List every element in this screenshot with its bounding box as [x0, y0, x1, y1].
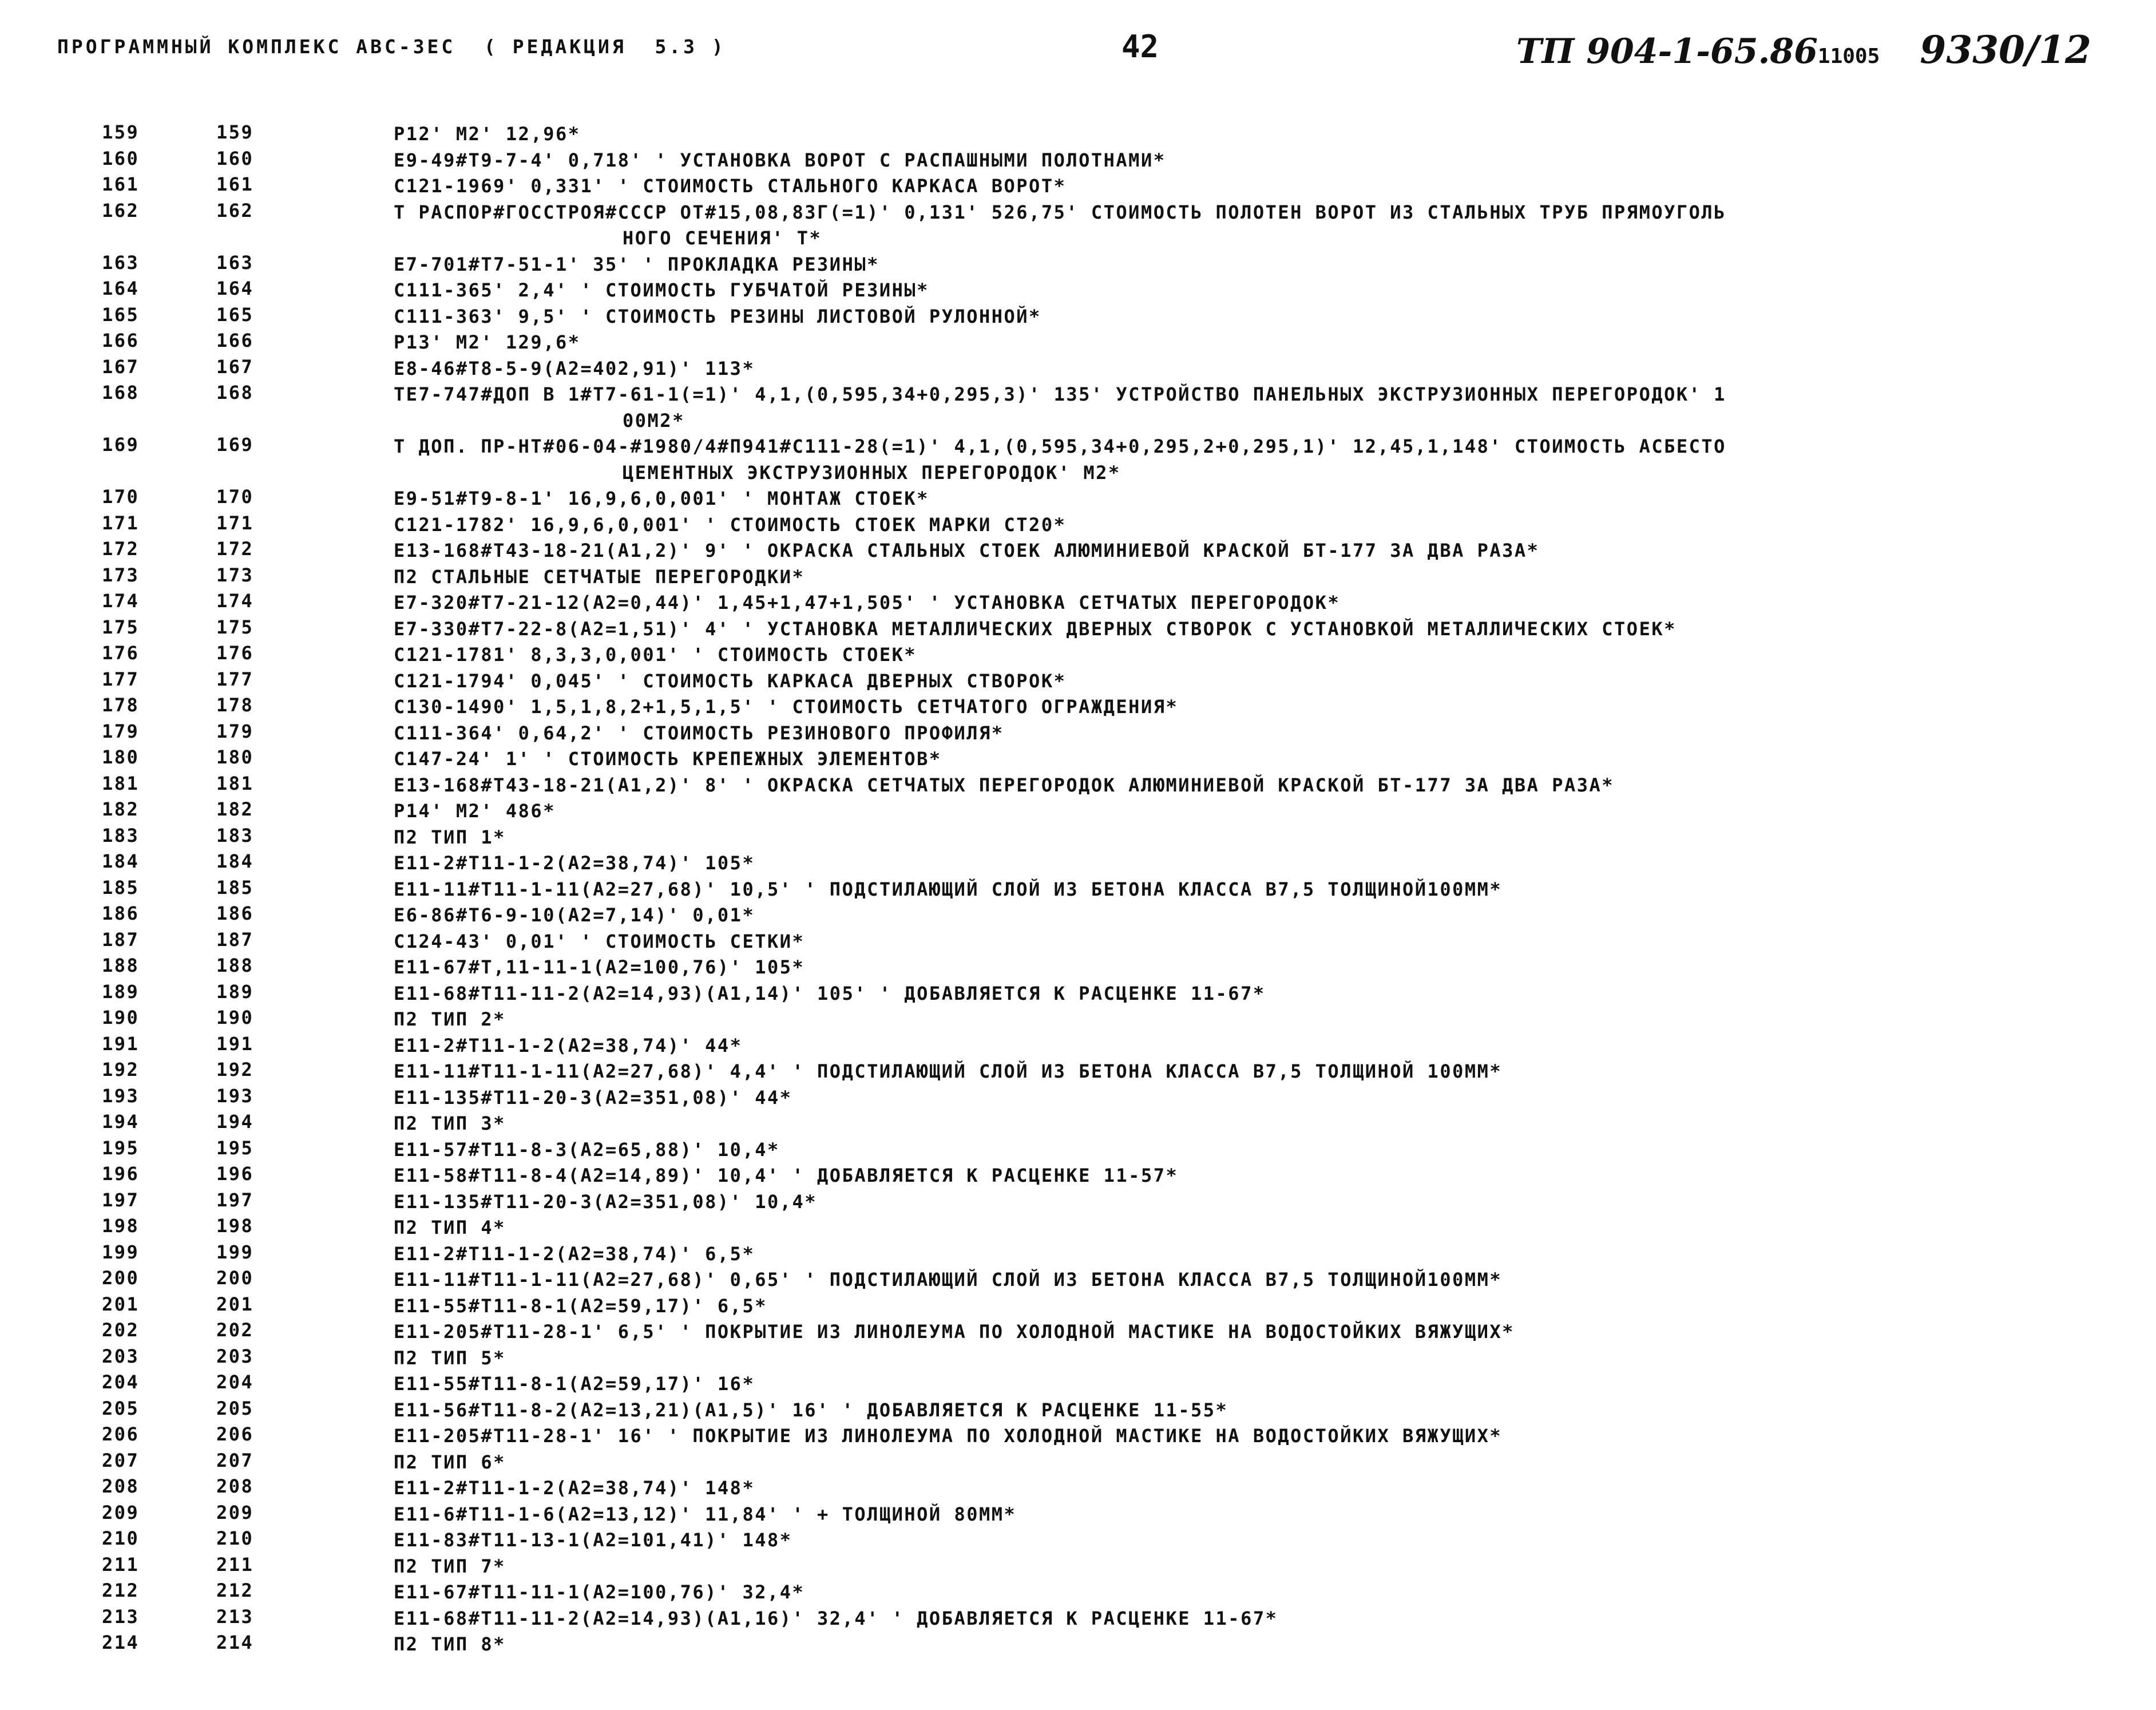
line-text [394, 590, 2122, 616]
listing-row [0, 1293, 2156, 1320]
line-number-ref: 179 [216, 720, 254, 742]
line-text-main: Е11-11#Т11-1-11(А2=27,68)' 0,65' ' ПОДСТИЛАЮЩИЙ СЛОЙ ИЗ БЕТОНА КЛАССА В7,5 ТОЛЩИНОЙ100ММ* [394, 1269, 1503, 1291]
line-text-main: Р13' М2' 129,6* [394, 331, 581, 353]
line-text-main: Е7-701#Т7-51-1' 35' ' ПРОКЛАДКА РЕЗИНЫ* [394, 253, 879, 275]
line-number: 181 [102, 772, 140, 794]
line-number: 189 [102, 980, 140, 1003]
line-text-main: Е11-11#Т11-1-11(А2=27,68)' 4,4' ' ПОДСТИЛАЮЩИЙ СЛОЙ ИЗ БЕТОНА КЛАССА В7,5 ТОЛЩИНОЙ 100ММ* [394, 1060, 1503, 1082]
line-number-ref: 171 [216, 512, 254, 534]
line-number: 176 [102, 642, 140, 664]
listing-row [0, 773, 2156, 799]
line-number-ref: 201 [216, 1293, 254, 1315]
listing-row [0, 564, 2156, 591]
line-text-continuation: ЦЕМЕНТНЫХ ЭКСТРУЗИОННЫХ ПЕРЕГОРОДОК' М2* [623, 461, 1121, 484]
line-text [394, 877, 2122, 903]
line-number-ref: 189 [216, 980, 254, 1003]
line-number-ref: 214 [216, 1632, 254, 1653]
listing-row [0, 668, 2156, 695]
listing-row [0, 850, 2156, 877]
line-text-main: Е11-83#Т11-13-1(А2=101,41)' 148* [394, 1529, 792, 1551]
line-text [394, 434, 2122, 486]
listing-row [0, 1085, 2156, 1111]
line-number-ref: 170 [216, 486, 254, 508]
line-text-main: Е11-58#Т11-8-4(А2=14,89)' 10,4' ' ДОБАВЛЯЕТСЯ К РАСЦЕНКЕ 11-57* [394, 1165, 1179, 1186]
program-title: ПРОГРАММНЫЙ КОМПЛЕКС АВС-3ЕС ( РЕДАКЦИЯ 5.3 ) [57, 35, 726, 58]
line-number-ref: 166 [216, 330, 254, 351]
line-number-ref: 172 [216, 538, 254, 560]
line-text [394, 616, 2122, 643]
line-text [394, 330, 2122, 356]
line-number-ref: 159 [216, 121, 254, 143]
document-code [1516, 27, 2091, 72]
listing-row [0, 955, 2156, 981]
line-text [394, 929, 2122, 955]
line-number: 184 [102, 850, 140, 872]
line-number: 160 [102, 147, 140, 169]
line-number-ref: 199 [216, 1241, 254, 1263]
line-text [394, 304, 2122, 330]
line-text [394, 1398, 2122, 1424]
line-number-ref: 205 [216, 1397, 254, 1419]
line-number: 195 [102, 1137, 140, 1159]
listing-row [0, 1554, 2156, 1580]
listing-row [0, 1502, 2156, 1528]
listing-row [0, 1632, 2156, 1658]
line-text [394, 668, 2122, 695]
line-text [394, 1033, 2122, 1059]
listing-row [0, 1033, 2156, 1059]
line-text [394, 252, 2122, 278]
listing-row [0, 1007, 2156, 1033]
line-number-ref: 202 [216, 1319, 254, 1341]
line-text-main: Е11-2#Т11-1-2(А2=38,74)' 148* [394, 1477, 755, 1499]
line-number: 171 [102, 512, 140, 534]
listing-row [0, 798, 2156, 825]
line-number: 159 [102, 121, 140, 143]
line-number: 170 [102, 486, 140, 508]
line-text-main: С121-1794' 0,045' ' СТОИМОСТЬ КАРКАСА ДВЕРНЫХ СТВОРОК* [394, 670, 1067, 692]
line-text-main: Е13-168#Т43-18-21(А1,2)' 8' ' ОКРАСКА СЕТЧАТЫХ ПЕРЕГОРОДОК АЛЮМИНИЕВОЙ КРАСКОЙ БТ-177 ЗА ДВА РАЗА* [394, 774, 1615, 796]
line-text-main: Е11-55#Т11-8-1(А2=59,17)' 6,5* [394, 1295, 767, 1317]
line-number: 192 [102, 1059, 140, 1080]
line-text-main: Т РАСПОР#ГОССТРОЯ#СССР ОТ#15,08,83Г(=1)' 0,131' 526,75' СТОИМОСТЬ ПОЛОТЕН ВОРОТ ИЗ СТАЛЬНЫХ ТРУБ ПРЯМОУГОЛЬ [394, 201, 1726, 223]
line-text-main: Е11-2#Т11-1-2(А2=38,74)' 44* [394, 1034, 743, 1056]
line-text [394, 1241, 2122, 1268]
line-number-ref: 177 [216, 668, 254, 690]
listing-row [0, 1450, 2156, 1476]
line-text [394, 512, 2122, 539]
listing-row [0, 590, 2156, 616]
line-number-ref: 192 [216, 1059, 254, 1080]
line-text-main: Е11-67#Т,11-11-1(А2=100,76)' 105* [394, 956, 805, 978]
line-number-ref: 203 [216, 1345, 254, 1367]
line-text-main: П2 СТАЛЬНЫЕ СЕТЧАТЫЕ ПЕРЕГОРОДКИ* [394, 565, 805, 588]
listing-row [0, 902, 2156, 929]
line-text-main: Е11-2#Т11-1-2(А2=38,74)' 6,5* [394, 1242, 755, 1265]
listing-row [0, 1241, 2156, 1268]
line-text-main: Е11-205#Т11-28-1' 16' ' ПОКРЫТИЕ ИЗ ЛИНОЛЕУМА ПО ХОЛОДНОЙ МАСТИКЕ НА ВОДОСТОЙКИХ ВЯЖУЩИХ* [394, 1425, 1503, 1447]
line-text [394, 1215, 2122, 1241]
line-number-ref: 182 [216, 798, 254, 820]
line-text [394, 148, 2122, 174]
line-text [394, 200, 2122, 252]
line-text-main: Е9-51#Т9-8-1' 16,9,6,0,001' ' МОНТАЖ СТОЕК* [394, 488, 929, 509]
line-text-main: Е11-135#Т11-20-3(А2=351,08)' 44* [394, 1086, 792, 1109]
line-number: 213 [102, 1605, 140, 1628]
listing-row [0, 1527, 2156, 1554]
listing-row [0, 746, 2156, 773]
line-text-main: Е11-57#Т11-8-3(А2=65,88)' 10,4* [394, 1138, 780, 1161]
line-number: 186 [102, 902, 140, 924]
line-number-ref: 211 [216, 1553, 254, 1576]
line-number-ref: 197 [216, 1189, 254, 1211]
line-number: 201 [102, 1293, 140, 1315]
line-text [394, 564, 2122, 591]
listing-row [0, 981, 2156, 1007]
line-text-main: С121-1969' 0,331' ' СТОИМОСТЬ СТАЛЬНОГО КАРКАСА ВОРОТ* [394, 175, 1067, 197]
line-number-ref: 204 [216, 1371, 254, 1393]
line-text [394, 694, 2122, 721]
line-number-ref: 188 [216, 955, 254, 976]
listing-row [0, 1345, 2156, 1372]
page-header [0, 0, 2156, 86]
line-number: 214 [102, 1632, 140, 1653]
line-number-ref: 165 [216, 303, 254, 326]
line-number: 208 [102, 1475, 140, 1497]
line-number: 202 [102, 1319, 140, 1341]
line-number: 203 [102, 1345, 140, 1367]
line-text [394, 1371, 2122, 1398]
line-text [394, 1085, 2122, 1111]
line-text [394, 1580, 2122, 1606]
line-text-main: Е11-135#Т11-20-3(А2=351,08)' 10,4* [394, 1190, 818, 1213]
line-number: 167 [102, 355, 140, 378]
line-text [394, 1345, 2122, 1372]
line-number: 177 [102, 668, 140, 690]
line-number-ref: 190 [216, 1007, 254, 1028]
line-number-ref: 162 [216, 199, 254, 221]
line-text-main: С121-1781' 8,3,3,0,001' ' СТОИМОСТЬ СТОЕК* [394, 644, 917, 666]
line-text-main: Е11-68#Т11-11-2(А2=14,93)(А1,14)' 105' ' ДОБАВЛЯЕТСЯ К РАСЦЕНКЕ 11-67* [394, 982, 1266, 1004]
line-number: 200 [102, 1267, 140, 1289]
line-text-main: Е7-330#Т7-22-8(А2=1,51)' 4' ' УСТАНОВКА МЕТАЛЛИЧЕСКИХ ДВЕРНЫХ СТВОРОК С УСТАНОВКОЙ МЕТАЛЛИЧЕСКИХ СТОЕК* [394, 618, 1677, 640]
line-number-ref: 176 [216, 642, 254, 664]
listing-row [0, 1137, 2156, 1163]
line-number: 164 [102, 278, 140, 299]
line-number: 196 [102, 1163, 140, 1185]
line-number-ref: 173 [216, 564, 254, 586]
line-text-main: П2 ТИП 6* [394, 1451, 506, 1473]
listing-row [0, 616, 2156, 643]
listing-row [0, 1398, 2156, 1424]
line-number-ref: 186 [216, 902, 254, 924]
line-number-ref: 161 [216, 173, 254, 195]
line-text [394, 798, 2122, 825]
line-text [394, 746, 2122, 773]
line-text [394, 642, 2122, 668]
listing-row [0, 538, 2156, 564]
line-text-main: П2 ТИП 2* [394, 1008, 506, 1030]
listing-row [0, 434, 2156, 486]
line-number: 193 [102, 1084, 140, 1107]
line-number: 162 [102, 199, 140, 221]
line-text [394, 1423, 2122, 1450]
line-text-main: С111-363' 9,5' ' СТОИМОСТЬ РЕЗИНЫ ЛИСТОВОЙ РУЛОННОЙ* [394, 305, 1041, 327]
listing-row [0, 1111, 2156, 1137]
line-text-main: Е11-6#Т11-1-6(А2=13,12)' 11,84' ' + ТОЛЩИНОЙ 80ММ* [394, 1503, 1017, 1525]
listing-row [0, 121, 2156, 148]
line-number-ref: 164 [216, 278, 254, 299]
listing-row [0, 1371, 2156, 1398]
line-number: 182 [102, 798, 140, 820]
listing-row [0, 173, 2156, 200]
line-text-main: Е11-55#Т11-8-1(А2=59,17)' 16* [394, 1373, 755, 1395]
listing-row [0, 304, 2156, 330]
line-text-main: Р12' М2' 12,96* [394, 123, 581, 145]
line-text-continuation: 00М2* [623, 409, 685, 432]
line-number-ref: 193 [216, 1084, 254, 1107]
program-listing [0, 121, 2156, 1658]
line-text [394, 981, 2122, 1007]
line-number: 179 [102, 720, 140, 742]
line-number: 163 [102, 251, 140, 274]
line-text-main: П2 ТИП 3* [394, 1113, 506, 1134]
line-number: 187 [102, 928, 140, 951]
line-number: 207 [102, 1449, 140, 1471]
line-number: 166 [102, 330, 140, 351]
line-text [394, 1475, 2122, 1502]
line-number-ref: 207 [216, 1449, 254, 1471]
line-text-main: Е8-46#Т8-5-9(А2=402,91)' 113* [394, 357, 755, 379]
line-number-ref: 160 [216, 147, 254, 169]
line-number: 161 [102, 173, 140, 195]
line-number-ref: 213 [216, 1605, 254, 1628]
line-number: 198 [102, 1215, 140, 1237]
line-number-ref: 198 [216, 1215, 254, 1237]
line-number-ref: 208 [216, 1475, 254, 1497]
line-number-ref: 194 [216, 1111, 254, 1133]
line-number-ref: 200 [216, 1267, 254, 1289]
listing-row [0, 1475, 2156, 1502]
listing-row [0, 512, 2156, 539]
line-number: 169 [102, 434, 140, 456]
line-number: 211 [102, 1553, 140, 1576]
line-text-main: Е9-49#Т9-7-4' 0,718' ' УСТАНОВКА ВОРОТ С РАСПАШНЫМИ ПОЛОТНАМИ* [394, 149, 1166, 171]
listing-row [0, 1319, 2156, 1345]
line-text [394, 850, 2122, 877]
listing-row [0, 1606, 2156, 1632]
line-text [394, 121, 2122, 148]
listing-row [0, 1267, 2156, 1293]
listing-row [0, 825, 2156, 851]
line-text [394, 278, 2122, 304]
listing-row [0, 200, 2156, 252]
line-text [394, 825, 2122, 851]
line-number: 165 [102, 303, 140, 326]
line-number: 188 [102, 955, 140, 976]
line-number: 209 [102, 1501, 140, 1523]
line-number-ref: 210 [216, 1527, 254, 1549]
line-number: 210 [102, 1527, 140, 1549]
line-number: 191 [102, 1032, 140, 1055]
line-text [394, 173, 2122, 200]
line-number: 175 [102, 616, 140, 638]
line-text-main: Е11-56#Т11-8-2(А2=13,21)(А1,5)' 16' ' ДОБАВЛЯЕТСЯ К РАСЦЕНКЕ 11-55* [394, 1399, 1228, 1421]
line-text-main: С147-24' 1' ' СТОИМОСТЬ КРЕПЕЖНЫХ ЭЛЕМЕНТОВ* [394, 748, 942, 770]
line-number: 174 [102, 590, 140, 612]
listing-row [0, 148, 2156, 174]
line-number-ref: 195 [216, 1137, 254, 1159]
listing-row [0, 721, 2156, 747]
line-text-main: П2 ТИП 1* [394, 826, 506, 848]
line-text-main: С130-1490' 1,5,1,8,2+1,5,1,5' ' СТОИМОСТЬ СЕТЧАТОГО ОГРАЖДЕНИЯ* [394, 696, 1179, 718]
line-text [394, 1163, 2122, 1189]
listing-row [0, 356, 2156, 382]
listing-row [0, 252, 2156, 278]
line-number: 178 [102, 694, 140, 716]
line-number: 199 [102, 1241, 140, 1263]
line-number-ref: 196 [216, 1163, 254, 1185]
line-text [394, 356, 2122, 382]
line-text-main: С121-1782' 16,9,6,0,001' ' СТОИМОСТЬ СТОЕК МАРКИ СТ20* [394, 513, 1067, 536]
line-number-ref: 178 [216, 694, 254, 716]
line-number-ref: 169 [216, 434, 254, 456]
line-text [394, 773, 2122, 799]
line-text [394, 382, 2122, 434]
listing-row [0, 278, 2156, 304]
line-text [394, 1111, 2122, 1137]
line-text [394, 902, 2122, 929]
line-number-ref: 184 [216, 850, 254, 872]
listing-row [0, 1059, 2156, 1085]
line-text [394, 1606, 2122, 1632]
line-text-main: Е11-205#Т11-28-1' 6,5' ' ПОКРЫТИЕ ИЗ ЛИНОЛЕУМА ПО ХОЛОДНОЙ МАСТИКЕ НА ВОДОСТОЙКИХ ВЯЖУЩИХ* [394, 1321, 1515, 1343]
line-text [394, 1632, 2122, 1658]
listing-row [0, 1580, 2156, 1606]
line-number-ref: 191 [216, 1032, 254, 1055]
line-text [394, 721, 2122, 747]
listing-row [0, 642, 2156, 668]
line-number: 183 [102, 824, 140, 846]
line-text [394, 1137, 2122, 1163]
listing-row [0, 1189, 2156, 1216]
line-text [394, 1059, 2122, 1085]
line-text-main: П2 ТИП 7* [394, 1555, 506, 1577]
line-text-main: С124-43' 0,01' ' СТОИМОСТЬ СЕТКИ* [394, 930, 805, 952]
line-text-main: П2 ТИП 4* [394, 1217, 506, 1238]
document-code-main: ТП 904-1-65.86 [1516, 31, 1818, 72]
line-text [394, 955, 2122, 981]
line-text [394, 1319, 2122, 1345]
line-number: 173 [102, 564, 140, 586]
line-text-main: Е11-67#Т11-11-1(А2=100,76)' 32,4* [394, 1581, 805, 1603]
line-text [394, 1450, 2122, 1476]
line-number: 172 [102, 538, 140, 560]
line-number: 212 [102, 1580, 140, 1601]
line-number-ref: 174 [216, 590, 254, 612]
line-text [394, 1189, 2122, 1216]
line-text [394, 486, 2122, 512]
line-number-ref: 181 [216, 772, 254, 794]
line-text-continuation: НОГО СЕЧЕНИЯ' Т* [623, 227, 822, 249]
line-number-ref: 175 [216, 616, 254, 638]
line-number: 194 [102, 1111, 140, 1133]
line-number-ref: 167 [216, 355, 254, 378]
line-number-ref: 212 [216, 1580, 254, 1601]
line-number: 168 [102, 382, 140, 403]
sheet-number: 9330/12 [1920, 27, 2091, 72]
line-text-main: Е13-168#Т43-18-21(А1,2)' 9' ' ОКРАСКА СТАЛЬНЫХ СТОЕК АЛЮМИНИЕВОЙ КРАСКОЙ БТ-177 ЗА ДВА РАЗА* [394, 540, 1540, 561]
listing-row [0, 694, 2156, 721]
line-text-main: Е11-68#Т11-11-2(А2=14,93)(А1,16)' 32,4' ' ДОБАВЛЯЕТСЯ К РАСЦЕНКЕ 11-67* [394, 1607, 1278, 1629]
line-text [394, 1527, 2122, 1554]
line-number-ref: 209 [216, 1501, 254, 1523]
line-text [394, 1007, 2122, 1033]
page-number: 42 [1121, 29, 1159, 65]
line-number-ref: 185 [216, 876, 254, 898]
line-text [394, 1502, 2122, 1528]
line-number: 197 [102, 1189, 140, 1211]
line-number: 185 [102, 876, 140, 898]
line-text [394, 538, 2122, 564]
line-text [394, 1267, 2122, 1293]
listing-row [0, 1423, 2156, 1450]
line-text-main: Е7-320#Т7-21-12(А2=0,44)' 1,45+1,47+1,505' ' УСТАНОВКА СЕТЧАТЫХ ПЕРЕГОРОДОК* [394, 592, 1341, 613]
line-text-main: Т ДОП. ПР-НТ#06-04-#1980/4#П941#С111-28(=1)' 4,1,(0,595,34+0,295,2+0,295,1)' 12,45,1,148' СТОИМОСТЬ АСБЕСТО [394, 436, 1726, 457]
line-number-ref: 163 [216, 251, 254, 274]
line-number: 190 [102, 1007, 140, 1028]
line-number-ref: 183 [216, 824, 254, 846]
line-text-main: П2 ТИП 5* [394, 1347, 506, 1369]
line-text-main: Е6-86#Т6-9-10(А2=7,14)' 0,01* [394, 904, 755, 926]
line-number: 206 [102, 1423, 140, 1445]
listing-row [0, 1215, 2156, 1241]
line-number-ref: 168 [216, 382, 254, 403]
listing-row [0, 486, 2156, 512]
line-text-main: П2 ТИП 8* [394, 1633, 506, 1655]
line-text-main: Е11-11#Т11-1-11(А2=27,68)' 10,5' ' ПОДСТИЛАЮЩИЙ СЛОЙ ИЗ БЕТОНА КЛАССА В7,5 ТОЛЩИНОЙ100ММ* [394, 878, 1503, 900]
listing-row [0, 877, 2156, 903]
listing-row [0, 330, 2156, 356]
line-number-ref: 187 [216, 928, 254, 951]
line-number: 205 [102, 1397, 140, 1419]
line-text-main: С111-364' 0,64,2' ' СТОИМОСТЬ РЕЗИНОВОГО ПРОФИЛЯ* [394, 722, 1004, 744]
document-code-suffix: 11005 [1817, 45, 1880, 68]
listing-row [0, 382, 2156, 434]
line-text-main: Е11-2#Т11-1-2(А2=38,74)' 105* [394, 852, 755, 874]
line-text-main: ТЕ7-747#ДОП В 1#Т7-61-1(=1)' 4,1,(0,595,34+0,295,3)' 135' УСТРОЙСТВО ПАНЕЛЬНЫХ ЭКСТРУЗИОННЫХ ПЕРЕГОРОДОК' 1 [394, 383, 1726, 405]
line-number: 204 [102, 1371, 140, 1393]
line-number: 180 [102, 746, 140, 768]
line-text [394, 1554, 2122, 1580]
line-text [394, 1293, 2122, 1320]
listing-row [0, 929, 2156, 955]
listing-row [0, 1163, 2156, 1189]
line-number-ref: 206 [216, 1423, 254, 1445]
line-text-main: С111-365' 2,4' ' СТОИМОСТЬ ГУБЧАТОЙ РЕЗИНЫ* [394, 279, 929, 301]
line-number-ref: 180 [216, 746, 254, 768]
line-text-main: Р14' М2' 486* [394, 800, 556, 822]
